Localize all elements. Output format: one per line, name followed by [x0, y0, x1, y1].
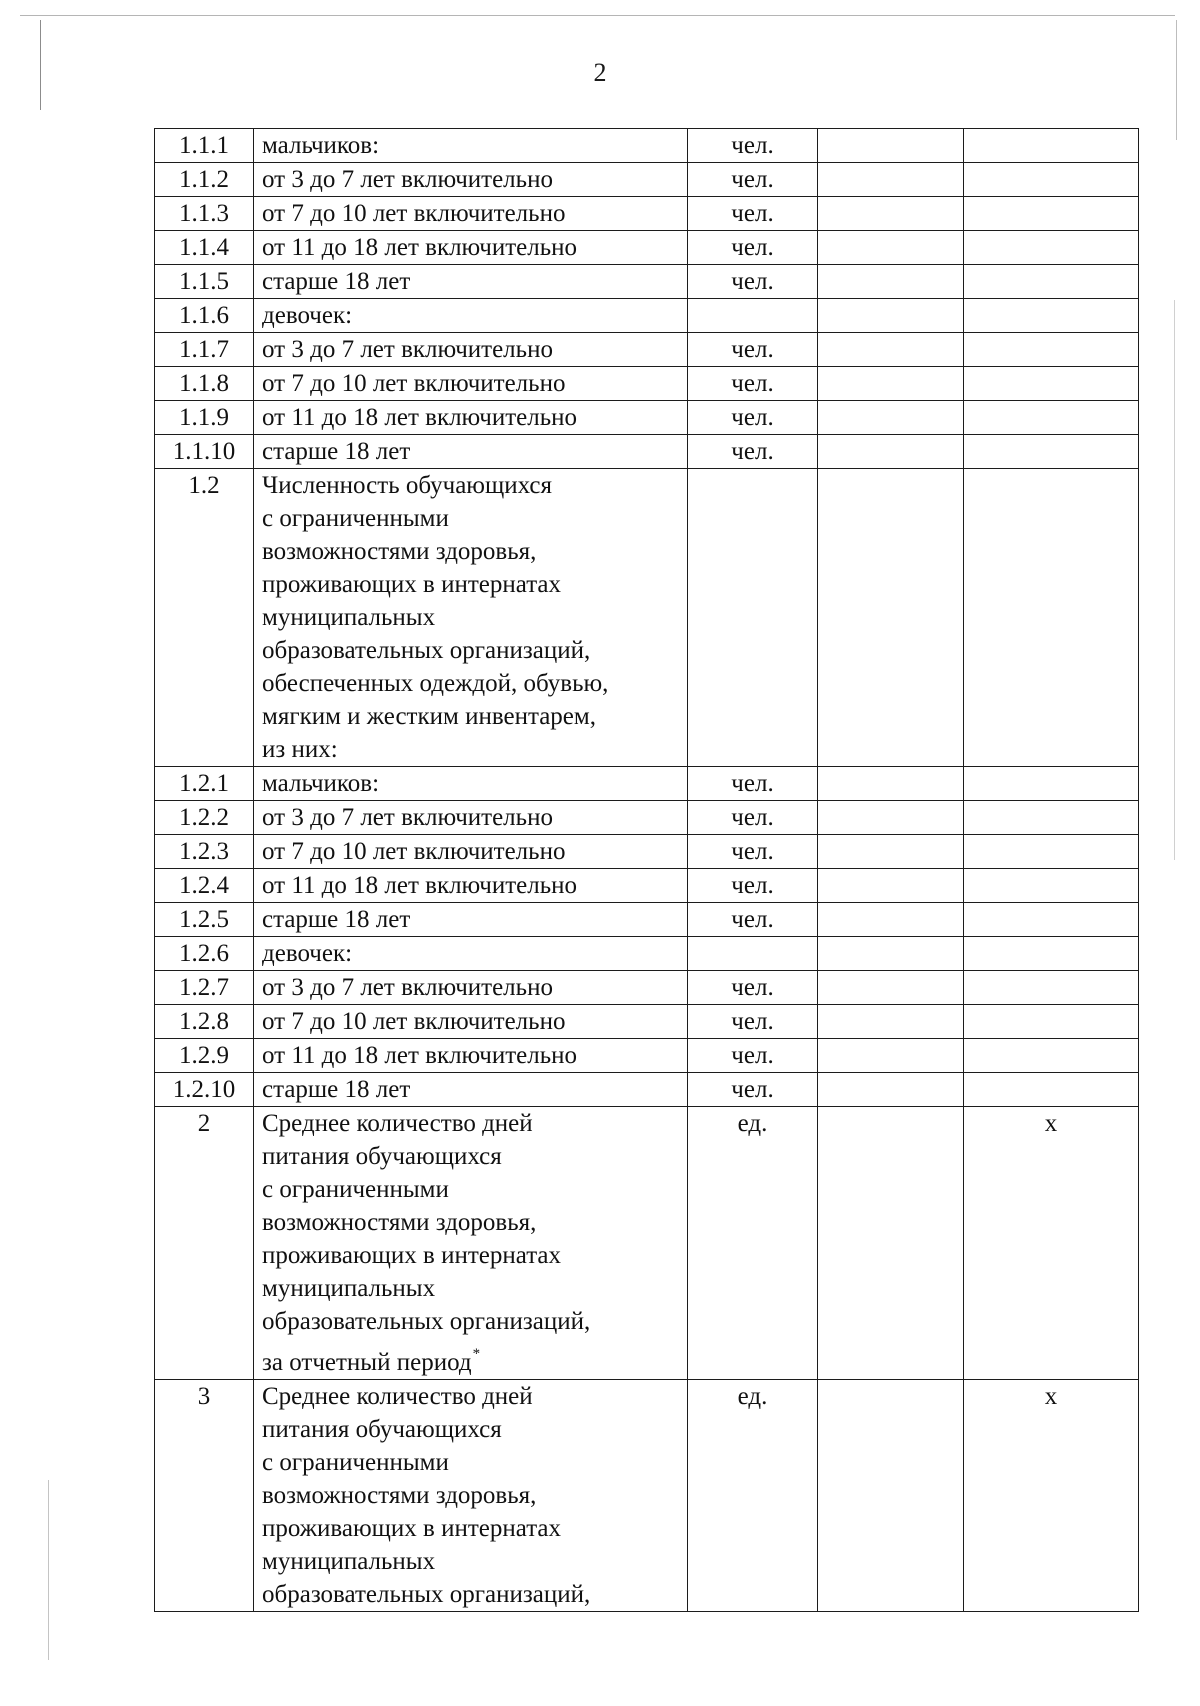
indicator-name: мальчиков: [254, 129, 688, 163]
value-cell [818, 367, 964, 401]
row-number: 1.1.3 [155, 197, 254, 231]
indicator-name-text: возможностями здоровья, [262, 1209, 537, 1236]
unit-cell: чел. [688, 835, 818, 869]
indicator-name-text: муниципальных [262, 1548, 436, 1575]
table-row [155, 231, 1139, 265]
row-number: 1.2.2 [155, 801, 254, 835]
table-row [155, 1005, 1139, 1039]
indicator-name-text: Численность обучающихся [262, 472, 552, 499]
value-cell [818, 971, 964, 1005]
indicator-name-line [262, 1206, 679, 1239]
row-number: 1.1.8 [155, 367, 254, 401]
indicator-name-line [262, 700, 679, 733]
row-number: 1.1.6 [155, 299, 254, 333]
value-cell-2 [964, 299, 1139, 333]
indicator-name-line [262, 1512, 679, 1545]
unit-cell: чел. [688, 401, 818, 435]
row-number: 1.2.10 [155, 1073, 254, 1107]
indicator-name-line [262, 1479, 679, 1512]
value-cell [818, 333, 964, 367]
row-number: 1.1.2 [155, 163, 254, 197]
value-cell-2: х [964, 1380, 1139, 1612]
indicator-name: от 3 до 7 лет включительно [254, 333, 688, 367]
value-cell-2 [964, 767, 1139, 801]
value-cell-2 [964, 129, 1139, 163]
row-number: 2 [155, 1107, 254, 1380]
table-row [155, 299, 1139, 333]
indicator-name-line [262, 733, 679, 766]
table-row [155, 971, 1139, 1005]
indicator-name-line [262, 1239, 679, 1272]
unit-cell [688, 469, 818, 767]
unit-cell: чел. [688, 231, 818, 265]
value-cell [818, 903, 964, 937]
value-cell [818, 265, 964, 299]
indicator-name-line [262, 1545, 679, 1578]
unit-cell: чел. [688, 971, 818, 1005]
value-cell-2 [964, 835, 1139, 869]
unit-cell: чел. [688, 801, 818, 835]
value-cell [818, 1107, 964, 1380]
table-row [155, 903, 1139, 937]
indicator-name-text: за отчетный период [262, 1349, 472, 1376]
value-cell-2 [964, 367, 1139, 401]
unit-cell: чел. [688, 367, 818, 401]
table-row [155, 163, 1139, 197]
indicator-name [254, 469, 688, 767]
indicator-name-line [262, 634, 679, 667]
indicator-name: от 11 до 18 лет включительно [254, 1039, 688, 1073]
row-number: 1.2.3 [155, 835, 254, 869]
indicator-name-text: проживающих в интернатах [262, 1242, 562, 1269]
indicator-name: от 11 до 18 лет включительно [254, 231, 688, 265]
unit-cell: чел. [688, 333, 818, 367]
indicator-name-text: муниципальных [262, 1275, 436, 1302]
indicator-name-line [262, 1107, 679, 1140]
row-number: 3 [155, 1380, 254, 1612]
indicator-name-text: проживающих в интернатах [262, 1515, 562, 1542]
value-cell [818, 937, 964, 971]
value-cell [818, 1039, 964, 1073]
indicator-name-line [262, 1305, 679, 1338]
value-cell [818, 197, 964, 231]
unit-cell [688, 299, 818, 333]
report-table-body [155, 129, 1139, 1612]
scan-edge-right-mid [1174, 300, 1175, 860]
indicator-name-text: из них: [262, 736, 338, 763]
unit-cell: чел. [688, 435, 818, 469]
row-number: 1.2.6 [155, 937, 254, 971]
value-cell [818, 401, 964, 435]
indicator-name-line [262, 1578, 679, 1611]
footnote-marker: * [472, 1346, 481, 1362]
indicator-name [254, 1107, 688, 1380]
row-number: 1.2.4 [155, 869, 254, 903]
value-cell-2 [964, 801, 1139, 835]
indicator-name-text: питания обучающихся [262, 1416, 502, 1443]
table-row [155, 937, 1139, 971]
indicator-name: от 7 до 10 лет включительно [254, 367, 688, 401]
indicator-name-line [262, 1446, 679, 1479]
indicator-name-line [262, 667, 679, 700]
indicator-name: от 3 до 7 лет включительно [254, 801, 688, 835]
value-cell-2 [964, 971, 1139, 1005]
indicator-name: от 7 до 10 лет включительно [254, 197, 688, 231]
indicator-name: от 11 до 18 лет включительно [254, 401, 688, 435]
value-cell-2: х [964, 1107, 1139, 1380]
table-row [155, 1107, 1139, 1380]
page-number: 2 [593, 58, 607, 87]
table-row [155, 767, 1139, 801]
indicator-name-text: муниципальных [262, 604, 436, 631]
table-row [155, 401, 1139, 435]
value-cell-2 [964, 469, 1139, 767]
value-cell [818, 1380, 964, 1612]
indicator-name-text: возможностями здоровья, [262, 538, 537, 565]
row-number: 1.1.9 [155, 401, 254, 435]
value-cell-2 [964, 869, 1139, 903]
unit-cell: чел. [688, 903, 818, 937]
indicator-name-line [262, 469, 679, 502]
value-cell-2 [964, 333, 1139, 367]
value-cell [818, 835, 964, 869]
indicator-name: от 3 до 7 лет включительно [254, 971, 688, 1005]
indicator-name-text: Среднее количество дней [262, 1110, 533, 1137]
indicator-name-text: питания обучающихся [262, 1143, 502, 1170]
indicator-name-line [262, 568, 679, 601]
unit-cell: чел. [688, 163, 818, 197]
indicator-name-text: мягким и жестким инвентарем, [262, 703, 596, 730]
indicator-name-line [262, 1173, 679, 1206]
indicator-name: старше 18 лет [254, 903, 688, 937]
unit-cell: ед. [688, 1107, 818, 1380]
indicator-name-line [262, 1413, 679, 1446]
indicator-name: от 7 до 10 лет включительно [254, 835, 688, 869]
value-cell-2 [964, 1073, 1139, 1107]
report-table [154, 128, 1139, 1612]
table-row [155, 869, 1139, 903]
value-cell [818, 469, 964, 767]
row-number: 1.1.4 [155, 231, 254, 265]
value-cell-2 [964, 163, 1139, 197]
unit-cell: чел. [688, 869, 818, 903]
row-number: 1.1.10 [155, 435, 254, 469]
indicator-name: девочек: [254, 299, 688, 333]
value-cell-2 [964, 937, 1139, 971]
row-number: 1.2 [155, 469, 254, 767]
value-cell [818, 231, 964, 265]
table-row [155, 801, 1139, 835]
unit-cell: чел. [688, 265, 818, 299]
table-row [155, 469, 1139, 767]
table-row [155, 367, 1139, 401]
indicator-name: старше 18 лет [254, 435, 688, 469]
indicator-name-text: образовательных организаций, [262, 637, 591, 664]
value-cell [818, 767, 964, 801]
table-row [155, 1073, 1139, 1107]
unit-cell: чел. [688, 197, 818, 231]
value-cell [818, 869, 964, 903]
value-cell [818, 1005, 964, 1039]
value-cell [818, 1073, 964, 1107]
value-cell-2 [964, 1005, 1139, 1039]
indicator-name: от 11 до 18 лет включительно [254, 869, 688, 903]
indicator-name: старше 18 лет [254, 1073, 688, 1107]
indicator-name: мальчиков: [254, 767, 688, 801]
value-cell [818, 163, 964, 197]
value-cell-2 [964, 435, 1139, 469]
unit-cell [688, 937, 818, 971]
indicator-name-line [262, 1380, 679, 1413]
unit-cell: чел. [688, 1073, 818, 1107]
indicator-name: от 7 до 10 лет включительно [254, 1005, 688, 1039]
scan-edge-left-lower [48, 1480, 49, 1660]
row-number: 1.2.1 [155, 767, 254, 801]
indicator-name-text: образовательных организаций, [262, 1308, 591, 1335]
indicator-name [254, 1380, 688, 1612]
row-number: 1.1.5 [155, 265, 254, 299]
indicator-name-text: образовательных организаций, [262, 1581, 591, 1608]
indicator-name-text: Среднее количество дней [262, 1383, 533, 1410]
value-cell [818, 129, 964, 163]
indicator-name-text: возможностями здоровья, [262, 1482, 537, 1509]
indicator-name-line [262, 1338, 679, 1379]
indicator-name-text: с ограниченными [262, 1449, 449, 1476]
table-row [155, 1039, 1139, 1073]
table-row [155, 197, 1139, 231]
row-number: 1.2.5 [155, 903, 254, 937]
value-cell-2 [964, 903, 1139, 937]
value-cell [818, 801, 964, 835]
table-row [155, 129, 1139, 163]
indicator-name-text: проживающих в интернатах [262, 571, 562, 598]
indicator-name-line [262, 535, 679, 568]
value-cell [818, 435, 964, 469]
indicator-name-line [262, 1140, 679, 1173]
indicator-name-line [262, 502, 679, 535]
indicator-name: старше 18 лет [254, 265, 688, 299]
unit-cell: чел. [688, 1039, 818, 1073]
unit-cell: ед. [688, 1380, 818, 1612]
value-cell-2 [964, 197, 1139, 231]
table-row [155, 265, 1139, 299]
indicator-name-text: с ограниченными [262, 505, 449, 532]
table-row [155, 333, 1139, 367]
scan-edge-top [20, 15, 1175, 16]
value-cell-2 [964, 231, 1139, 265]
row-number: 1.2.8 [155, 1005, 254, 1039]
table-row [155, 435, 1139, 469]
unit-cell: чел. [688, 129, 818, 163]
row-number: 1.1.7 [155, 333, 254, 367]
indicator-name-line [262, 1272, 679, 1305]
row-number: 1.2.9 [155, 1039, 254, 1073]
indicator-name: от 3 до 7 лет включительно [254, 163, 688, 197]
value-cell-2 [964, 265, 1139, 299]
row-number: 1.1.1 [155, 129, 254, 163]
value-cell-2 [964, 1039, 1139, 1073]
row-number: 1.2.7 [155, 971, 254, 1005]
value-cell [818, 299, 964, 333]
indicator-name-text: обеспеченных одеждой, обувью, [262, 670, 609, 697]
unit-cell: чел. [688, 767, 818, 801]
indicator-name: девочек: [254, 937, 688, 971]
indicator-name-text: с ограниченными [262, 1176, 449, 1203]
table-row [155, 1380, 1139, 1612]
indicator-name-line [262, 601, 679, 634]
unit-cell: чел. [688, 1005, 818, 1039]
value-cell-2 [964, 401, 1139, 435]
table-row [155, 835, 1139, 869]
